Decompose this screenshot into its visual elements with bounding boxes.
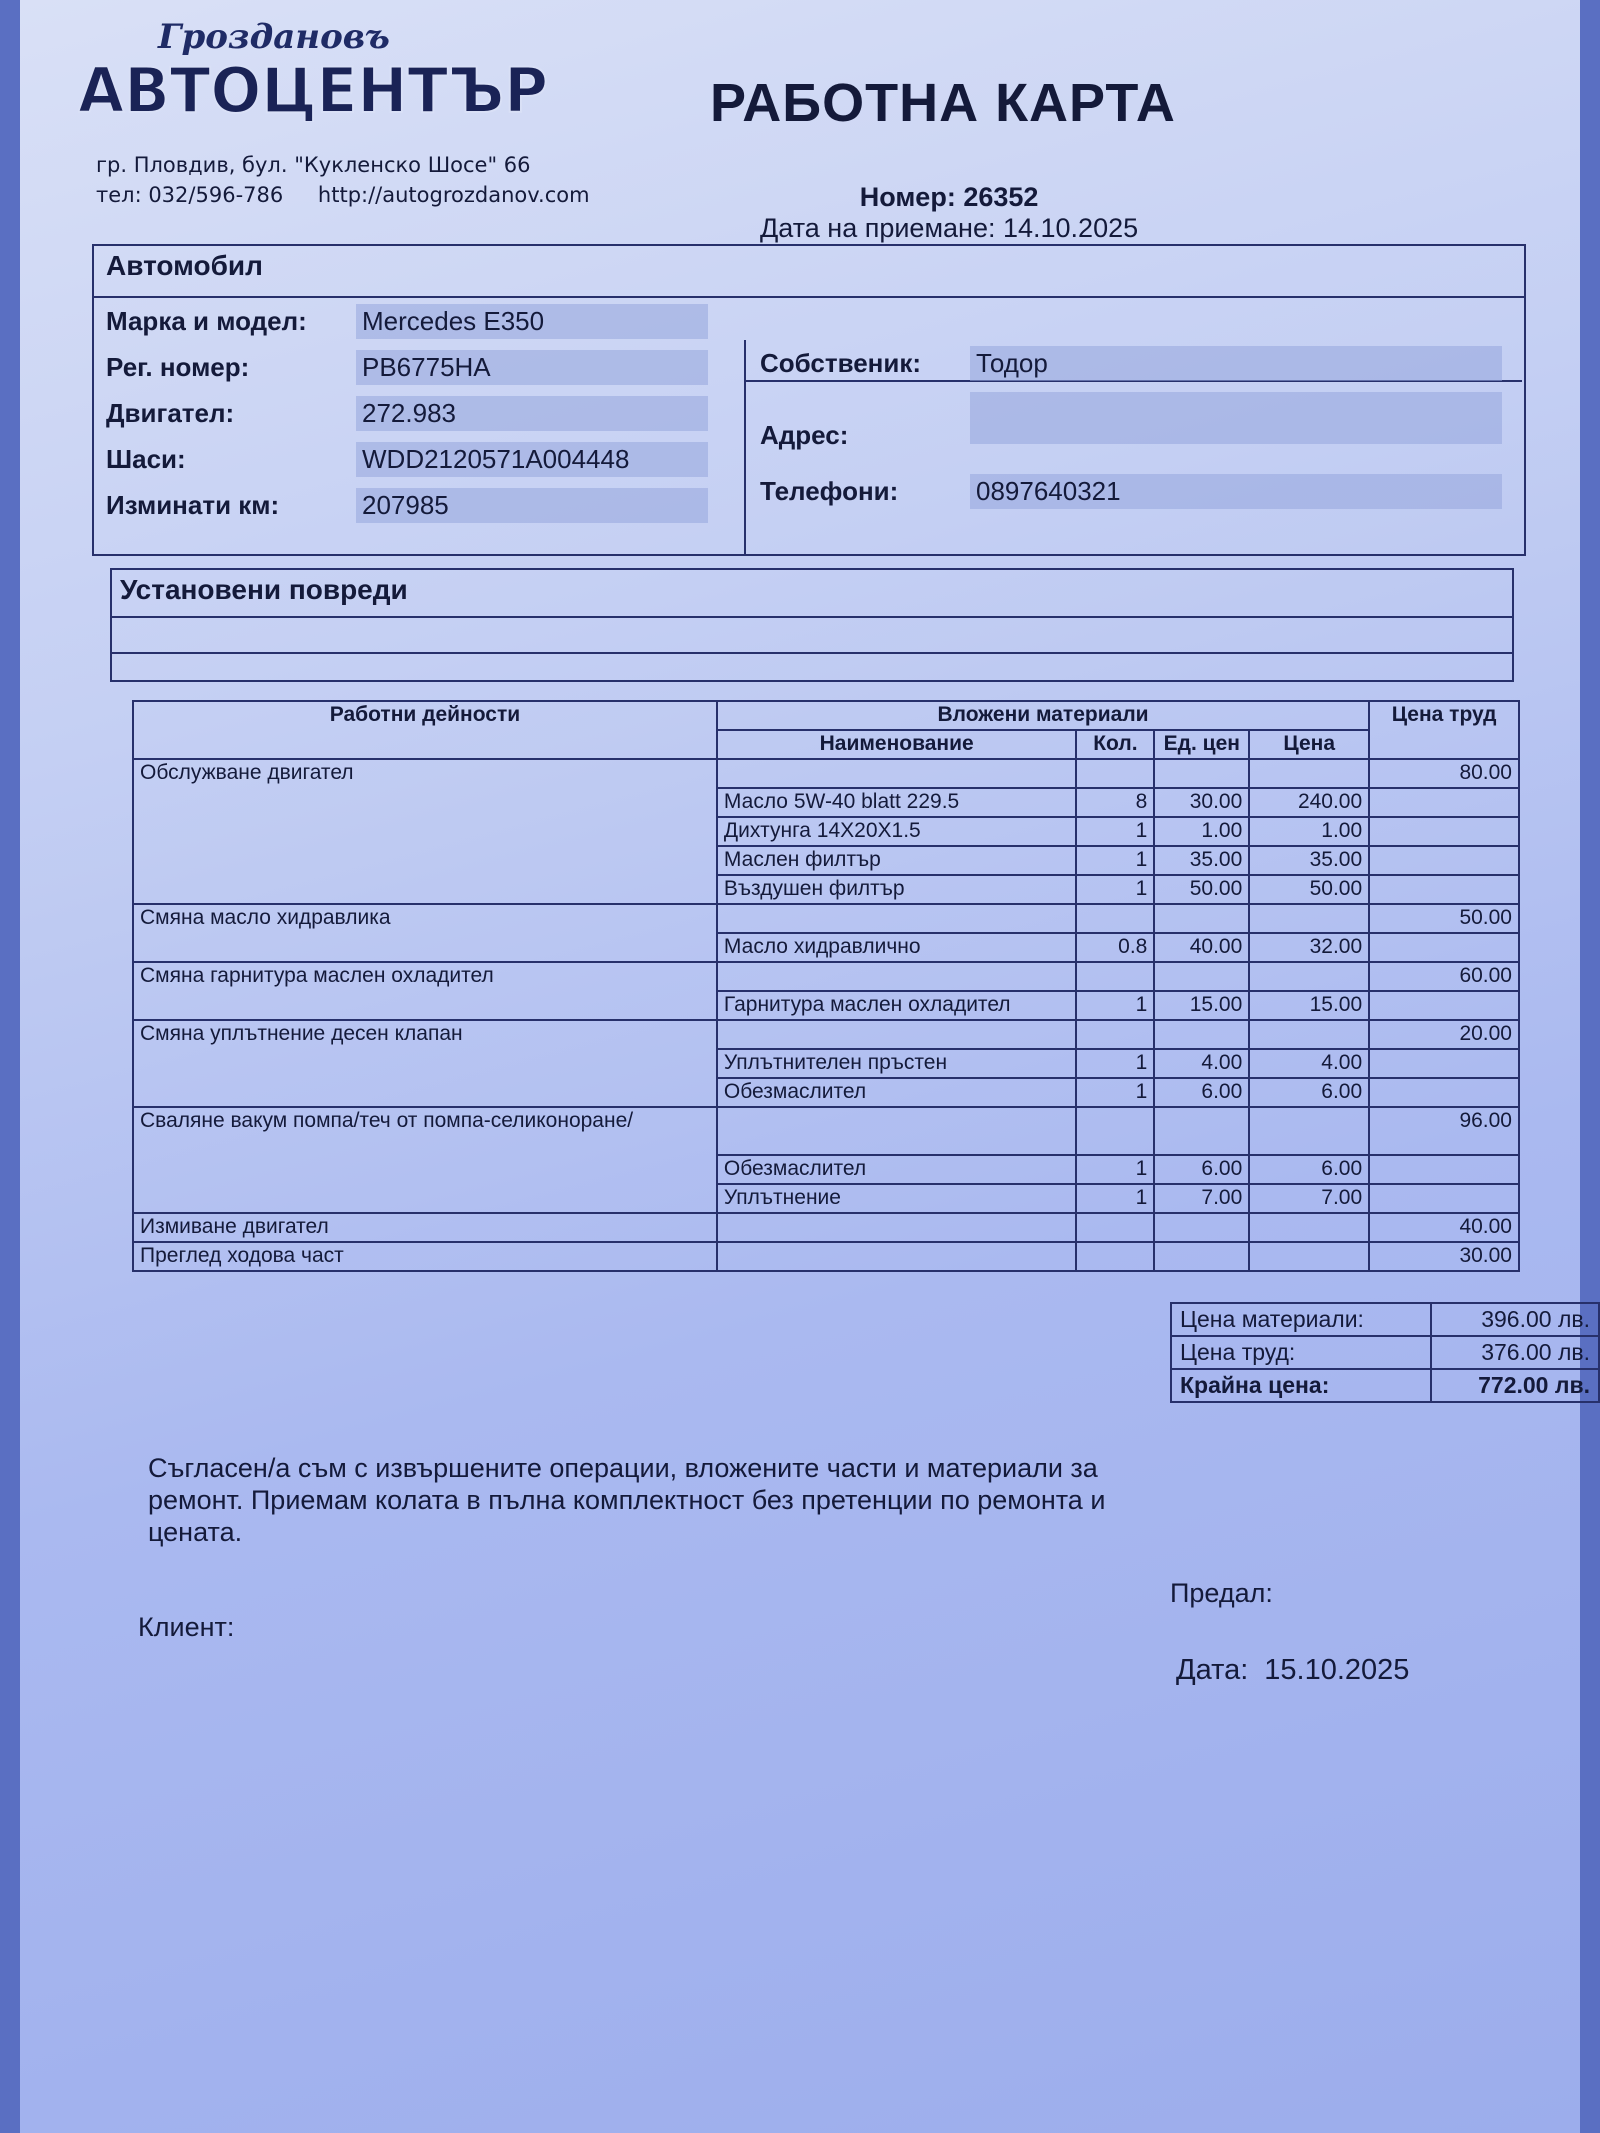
material-qty: 8 <box>1076 788 1154 817</box>
logo-main-text: АВТОЦЕНТЪР <box>78 54 548 122</box>
material-unit-price: 30.00 <box>1154 788 1249 817</box>
material-price: 6.00 <box>1249 1155 1369 1184</box>
activity-labor: 50.00 <box>1369 904 1519 933</box>
material-price: 7.00 <box>1249 1184 1369 1213</box>
vehicle-section <box>92 244 1526 556</box>
material-qty: 1 <box>1076 1049 1154 1078</box>
totals-labor-label: Цена труд: <box>1171 1336 1431 1369</box>
activity-name: Обслужване двигател <box>133 759 717 904</box>
document-title: РАБОТНА КАРТА <box>710 73 1176 133</box>
material-unit-price: 4.00 <box>1154 1049 1249 1078</box>
make-model-label: Марка и модел: <box>106 306 307 336</box>
totals-table <box>1170 1302 1600 1403</box>
material-unit-price: 7.00 <box>1154 1184 1249 1213</box>
material-qty: 1 <box>1076 817 1154 846</box>
engine-label: Двигател: <box>106 398 235 428</box>
agreement-text: Съгласен/а съм с извършените операции, вложените части и материали за ремонт. Приемам колата в пълна комплектност без претенции по ремонта и цената. <box>148 1453 1106 1547</box>
material-price: 6.00 <box>1249 1078 1369 1107</box>
damages-line-2 <box>112 652 1512 688</box>
material-unit-price: 1.00 <box>1154 817 1249 846</box>
material-price: 240.00 <box>1249 788 1369 817</box>
activity-name: Смяна гарнитура маслен охладител <box>133 962 717 1020</box>
km-field <box>106 488 708 523</box>
activity-labor: 60.00 <box>1369 962 1519 991</box>
activity-name: Измиване двигател <box>133 1213 717 1242</box>
col-unit-header: Ед. цен <box>1154 730 1249 759</box>
address-field <box>760 392 1502 451</box>
make-model-field <box>106 304 708 339</box>
material-unit-price: 35.00 <box>1154 846 1249 875</box>
material-price: 35.00 <box>1249 846 1369 875</box>
chassis-field <box>106 442 708 477</box>
material-name: Дихтунга 14X20X1.5 <box>717 817 1077 846</box>
material-name: Масло 5W-40 blatt 229.5 <box>717 788 1077 817</box>
material-unit-price: 40.00 <box>1154 933 1249 962</box>
work-table <box>132 700 1520 1272</box>
material-price: 15.00 <box>1249 991 1369 1020</box>
damages-line-1 <box>112 616 1512 652</box>
date-value: 15.10.2025 <box>1264 1654 1410 1686</box>
giver-signature-label: Предал: <box>1170 1578 1273 1608</box>
activity-labor: 30.00 <box>1369 1242 1519 1271</box>
table-row <box>133 1242 1519 1271</box>
material-unit-price: 15.00 <box>1154 991 1249 1020</box>
col-labor-header: Цена труд <box>1369 701 1519 759</box>
totals-final-label: Крайна цена: <box>1171 1369 1431 1402</box>
owner-label: Собственик: <box>760 348 922 378</box>
activity-name: Сваляне вакум помпа/теч от помпа-селиконоране/ <box>133 1107 717 1213</box>
document-meta <box>760 182 1138 244</box>
col-qty-header: Кол. <box>1076 730 1154 759</box>
material-qty: 0.8 <box>1076 933 1154 962</box>
address-label: Адрес: <box>760 420 849 450</box>
material-name: Уплътнение <box>717 1184 1077 1213</box>
owner-field <box>760 346 1502 381</box>
activity-labor: 80.00 <box>1369 759 1519 788</box>
table-row <box>133 1020 1519 1049</box>
table-row <box>133 962 1519 991</box>
material-name: Уплътнителен пръстен <box>717 1049 1077 1078</box>
material-name: Обезмаслител <box>717 1078 1077 1107</box>
damages-title: Установени повреди <box>120 574 408 605</box>
col-materials-header: Вложени материали <box>717 701 1369 730</box>
activity-labor: 20.00 <box>1369 1020 1519 1049</box>
company-phone: тел: 032/596-786 <box>96 183 284 207</box>
reg-value: PB6775HA <box>356 350 708 385</box>
activity-labor: 40.00 <box>1369 1213 1519 1242</box>
km-value: 207985 <box>356 488 708 523</box>
material-qty: 1 <box>1076 846 1154 875</box>
material-qty: 1 <box>1076 1155 1154 1184</box>
material-name: Маслен филтър <box>717 846 1077 875</box>
received-label: Дата на приемане: <box>760 213 996 243</box>
work-card-sheet <box>20 0 1590 2133</box>
totals-materials-label: Цена материали: <box>1171 1303 1431 1336</box>
logo-script-text: Гроздановъ <box>158 17 390 57</box>
totals-labor-row <box>1171 1336 1599 1369</box>
material-qty: 1 <box>1076 991 1154 1020</box>
table-row <box>133 1107 1519 1155</box>
reg-label: Рег. номер: <box>106 352 250 382</box>
damages-section <box>110 568 1514 682</box>
engine-value: 272.983 <box>356 396 708 431</box>
handover-date <box>1176 1654 1409 1687</box>
material-unit-price: 50.00 <box>1154 875 1249 904</box>
engine-field <box>106 396 708 431</box>
material-price: 4.00 <box>1249 1049 1369 1078</box>
material-price: 50.00 <box>1249 875 1369 904</box>
company-address: гр. Пловдив, бул. "Кукленско Шосе" 66 <box>96 153 531 177</box>
received-date: 14.10.2025 <box>1002 213 1139 243</box>
phones-label: Телефони: <box>760 476 899 506</box>
phones-field <box>760 474 1502 509</box>
table-row <box>133 759 1519 788</box>
table-row <box>133 904 1519 933</box>
col-name-header: Наименование <box>717 730 1077 759</box>
activity-labor: 96.00 <box>1369 1107 1519 1155</box>
totals-final-value: 772.00 лв. <box>1431 1369 1599 1402</box>
col-work-header: Работни дейности <box>133 701 717 759</box>
material-name: Масло хидравлично <box>717 933 1077 962</box>
company-contacts <box>96 150 618 210</box>
table-row <box>133 1213 1519 1242</box>
logo-graphic <box>78 12 558 122</box>
owner-value: Тодор <box>970 346 1502 381</box>
document-number: 26352 <box>963 182 1039 212</box>
activity-name: Преглед ходова част <box>133 1242 717 1271</box>
reg-field <box>106 350 708 385</box>
material-qty: 1 <box>1076 1078 1154 1107</box>
date-label: Дата: <box>1176 1654 1249 1686</box>
totals-final-row <box>1171 1369 1599 1402</box>
phones-value: 0897640321 <box>970 474 1502 509</box>
activity-name: Смяна масло хидравлика <box>133 904 717 962</box>
chassis-value: WDD2120571A004448 <box>356 442 708 477</box>
material-qty: 1 <box>1076 875 1154 904</box>
address-value <box>970 392 1502 444</box>
material-name: Обезмаслител <box>717 1155 1077 1184</box>
totals-materials-value: 396.00 лв. <box>1431 1303 1599 1336</box>
totals-materials-row <box>1171 1303 1599 1336</box>
material-unit-price: 6.00 <box>1154 1078 1249 1107</box>
company-website[interactable]: http://autogrozdanov.com <box>317 183 590 207</box>
material-price: 1.00 <box>1249 817 1369 846</box>
material-qty: 1 <box>1076 1184 1154 1213</box>
client-signature-label: Клиент: <box>138 1612 235 1642</box>
col-price-header: Цена <box>1249 730 1369 759</box>
material-name: Въздушен филтър <box>717 875 1077 904</box>
km-label: Изминати км: <box>106 490 280 520</box>
material-name: Гарнитура маслен охладител <box>717 991 1077 1020</box>
number-label: Номер: <box>859 182 956 212</box>
material-unit-price: 6.00 <box>1154 1155 1249 1184</box>
material-price: 32.00 <box>1249 933 1369 962</box>
make-model-value: Mercedes E350 <box>356 304 708 339</box>
vehicle-section-title: Автомобил <box>94 246 1524 298</box>
chassis-label: Шаси: <box>106 444 186 474</box>
activity-name: Смяна уплътнение десен клапан <box>133 1020 717 1107</box>
totals-labor-value: 376.00 лв. <box>1431 1336 1599 1369</box>
